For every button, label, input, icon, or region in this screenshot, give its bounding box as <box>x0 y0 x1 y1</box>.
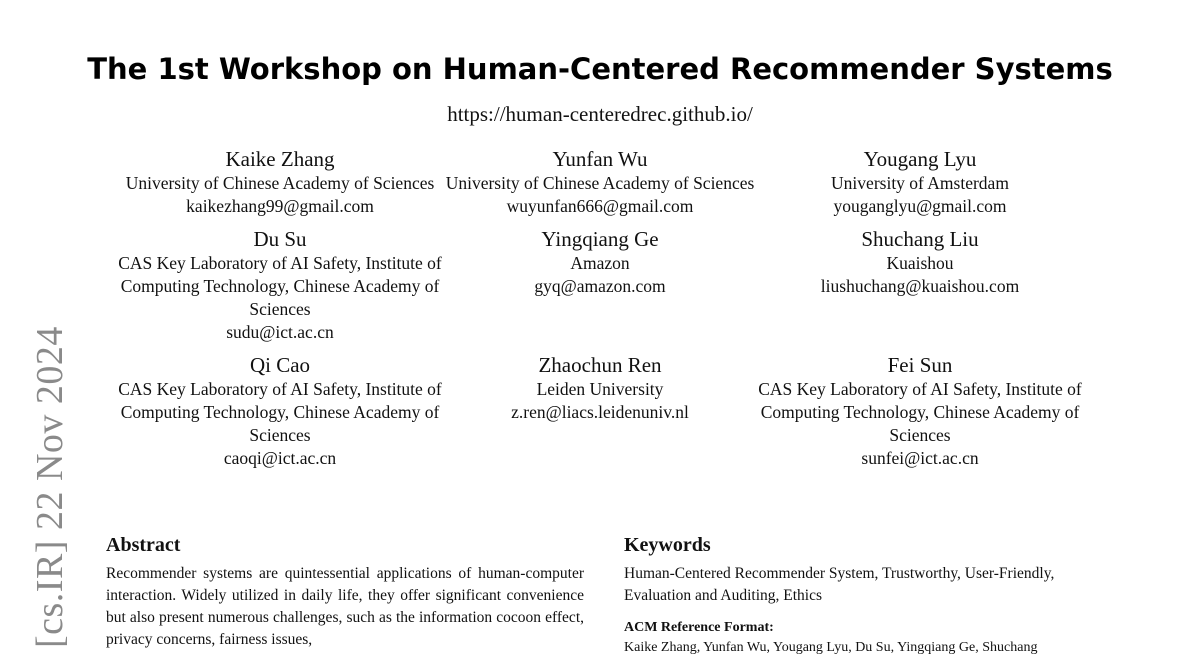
author-card <box>755 226 1085 344</box>
author-name: Fei Sun <box>887 353 953 377</box>
author-affiliation: University of Chinese Academy of Sciences <box>445 173 755 193</box>
author-card <box>445 226 755 344</box>
author-card <box>445 352 755 470</box>
author-email[interactable]: caoqi@ict.ac.cn <box>223 448 337 468</box>
abstract-heading: Abstract <box>106 534 181 556</box>
author-affiliation: CAS Key Laboratory of AI Safety, Institute of Computing Technology, Chinese Academy of Sciences <box>118 379 442 445</box>
acm-reference-heading: ACM Reference Format: <box>624 620 774 635</box>
author-name: Yunfan Wu <box>552 147 648 171</box>
author-affiliation: University of Amsterdam <box>831 173 1009 193</box>
author-affiliation: University of Chinese Academy of Sciences <box>125 173 435 193</box>
author-name: Du Su <box>253 227 307 251</box>
author-affiliation: Amazon <box>570 253 630 273</box>
author-email[interactable]: liushuchang@kuaishou.com <box>820 276 1020 296</box>
author-card <box>115 146 445 218</box>
author-row <box>115 146 1085 218</box>
author-card <box>755 146 1085 218</box>
author-name: Yougang Lyu <box>863 147 977 171</box>
author-email[interactable]: sudu@ict.ac.cn <box>226 322 334 342</box>
keywords-heading: Keywords <box>624 534 711 556</box>
author-name: Yingqiang Ge <box>541 227 659 251</box>
arxiv-side-stamp <box>28 312 70 648</box>
author-card <box>755 352 1085 470</box>
author-email[interactable]: kaikezhang99@gmail.com <box>186 196 374 216</box>
author-email[interactable]: gyq@amazon.com <box>534 276 666 296</box>
author-affiliation: CAS Key Laboratory of AI Safety, Institute of Computing Technology, Chinese Academy of Sciences <box>118 253 442 319</box>
author-name: Shuchang Liu <box>861 227 979 251</box>
paper-title: The 1st Workshop on Human-Centered Recommender Systems <box>87 52 1113 86</box>
author-card <box>445 146 755 218</box>
abstract-section <box>106 533 584 651</box>
author-block <box>115 146 1085 478</box>
author-name: Kaike Zhang <box>225 147 335 171</box>
author-affiliation: Kuaishou <box>886 253 954 273</box>
author-card <box>115 352 445 470</box>
author-affiliation: CAS Key Laboratory of AI Safety, Institute of Computing Technology, Chinese Academy of Sciences <box>758 379 1082 445</box>
author-email[interactable]: wuyunfan666@gmail.com <box>506 196 694 216</box>
author-card <box>115 226 445 344</box>
author-name: Zhaochun Ren <box>538 353 662 377</box>
keywords-text: Human-Centered Recommender System, Trustworthy, User-Friendly, Evaluation and Auditing, Ethics <box>624 565 1055 604</box>
author-row <box>115 352 1085 470</box>
author-email[interactable]: sunfei@ict.ac.cn <box>861 448 979 468</box>
acm-reference-text: Kaike Zhang, Yunfan Wu, Yougang Lyu, Du Su, Yingqiang Ge, Shuchang <box>624 640 1038 655</box>
author-email[interactable]: z.ren@liacs.leidenuniv.nl <box>511 402 689 422</box>
author-email[interactable]: youganglyu@gmail.com <box>833 196 1007 216</box>
arxiv-identifier: [cs.IR] 22 Nov 2024 <box>29 326 71 648</box>
author-affiliation: Leiden University <box>536 379 664 399</box>
keywords-section <box>624 533 1114 657</box>
author-row <box>115 226 1085 344</box>
author-name: Qi Cao <box>249 353 311 377</box>
workshop-url[interactable]: https://human-centeredrec.github.io/ <box>447 102 753 126</box>
abstract-text: Recommender systems are quintessential applications of human-computer interaction. Widely utilized in daily life, they offer significant convenience but also present numerous challenges, such as the information cocoon effect, privacy concerns, fairness issues, <box>106 565 584 648</box>
